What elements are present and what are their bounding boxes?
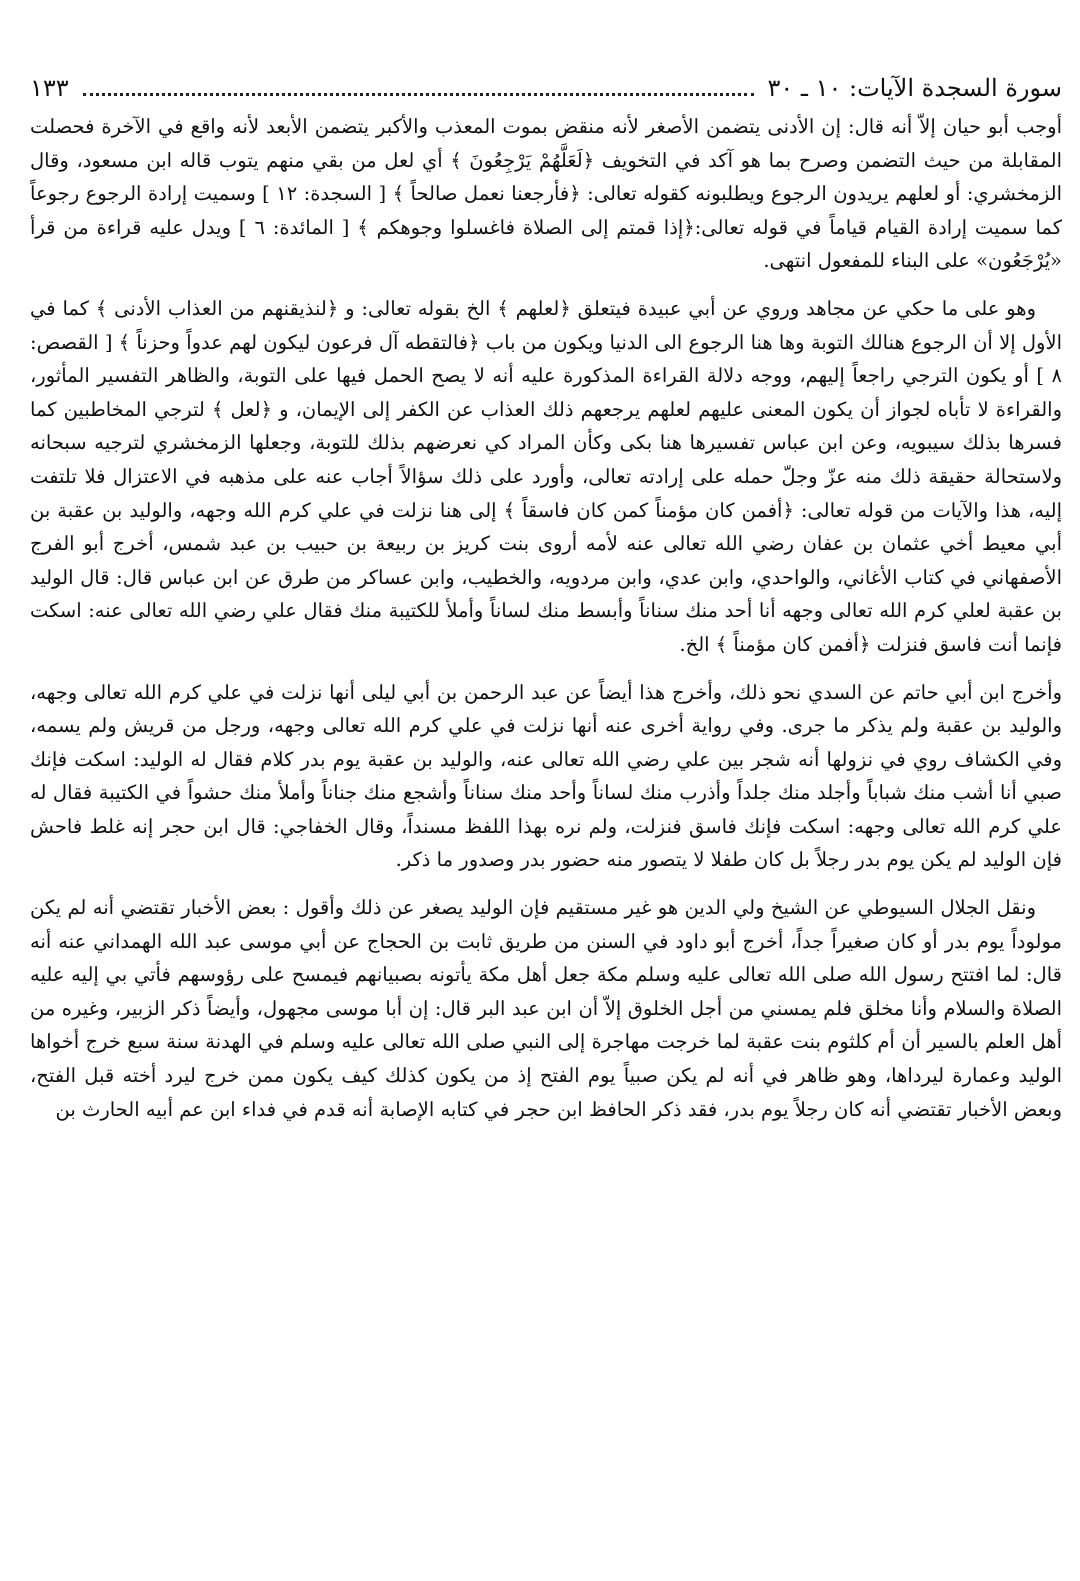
dotted-leader	[83, 92, 754, 96]
paragraph-1: أوجب أبو حيان إلاّ أنه قال: إن الأدنى يتضمن الأصغر لأنه منقض بموت المعذب والأكبر يتضمن الأبعد لأنه واقع في الآخرة فحصلت المقابلة من حيث التضمن وصرح بما هو آكد في التخويف ﴿لَعَلَّهُمْ يَرْجِعُونَ ﴾ أي لعل من بقي منهم يتوب قاله ابن مسعود، وقال الزمخشري: أو لعلهم يريدون الرجوع ويطلبونه كقوله تعالى: ﴿فأرجعنا نعمل صالحاً ﴾ [ السجدة: ١٢ ] وسميت إرادة الرجوع رجوعاً كما سميت إرادة القيام قياماً في قوله تعالى:﴿إذا قمتم إلى الصلاة فاغسلوا وجوهكم ﴾ [ المائدة: ٦ ] ويدل عليه قراءة من قرأ «يُرْجَعُون» على البناء للمفعول انتهى.	[30, 115, 1062, 273]
running-head	[30, 64, 1062, 104]
paragraph-4: ونقل الجلال السيوطي عن الشيخ ولي الدين هو غير مستقيم فإن الوليد يصغر عن ذلك وأقول : بعض الأخبار تقتضي أنه لم يكن مولوداً يوم بدر أو كان صغيراً جداً، أخرج أبو داود في السنن من طريق ثابت بن الحجاج عن أبي موسى عبد الله الهمداني عنه أنه قال: لما افتتح رسول الله صلى الله تعالى عليه وسلم مكة جعل أهل مكة يأتونه بصبيانهم فيمسح على رؤوسهم فأتي بي إليه عليه الصلاة والسلام وأنا مخلق فلم يمسني من أجل الخلوق إلاّ أن ابن عبد البر قال: إن أبا موسى مجهول، وأيضاً ذكر الزبير، وغيره من أهل العلم بالسير أن أم كلثوم بنت عقبة لما خرجت مهاجرة إلى النبي صلى الله تعالى عليه وسلم في الهدنة سنة سبع خرج أخواها الوليد وعمارة ليرداها، وهو ظاهر في أنه لم يكن صبياً يوم الفتح إذ من يكون كذلك كيف يكون ممن خرج ليرد أخته قبل الفتح، وبعض الأخبار تقتضي أنه كان رجلاً يوم بدر، فقد ذكر الحافظ ابن حجر في كتابه الإصابة أنه قدم في فداء ابن عم أبيه الحارث بن	[30, 896, 1062, 1121]
chapter-title: سورة السجدة الآيات: ١٠ ـ ٣٠	[767, 74, 1062, 102]
page-number: ١٣٣	[30, 74, 69, 102]
paragraph-3: وأخرج ابن أبي حاتم عن السدي نحو ذلك، وأخرج هذا أيضاً عن عبد الرحمن بن أبي ليلى أنها نزلت في علي كرم الله تعالى وجهه، والوليد بن عقبة ولم يذكر ما جرى. وفي رواية أخرى عنه أنها نزلت في علي كرم الله تعالى وجهه، ورجل من قريش ولم يسمه، وفي الكشاف روي في نزولها أنه شجر بين علي رضي الله تعالى عنه، والوليد بن عقبة يوم بدر كلام فقال له الوليد: اسكت فإنك صبي أنا أشب منك شباباً وأجلد منك جلداً وأذرب منك لساناً وأحد منك سناناً وأشجع منك جناناً وأملأ منك حشواً في الكتيبة فقال له علي كرم الله تعالى وجهه: اسكت فإنك فاسق فنزلت، ولم نره بهذا اللفظ مسنداً، وقال الخفاجي: قال ابن حجر إنه غلط فاحش فإن الوليد لم يكن يوم بدر رجلاً بل كان طفلا لا يتصور منه حضور بدر وصدور ما ذكر.	[30, 680, 1062, 872]
page-body	[30, 110, 1062, 1138]
paragraph-2: وهو على ما حكي عن مجاهد وروي عن أبي عبيدة فيتعلق ﴿لعلهم ﴾ الخ بقوله تعالى: و ﴿لنذيقنهم من العذاب الأدنى ﴾ كما في الأول إلا أن الرجوع هنالك التوبة وها هنا الرجوع الى الدنيا ويكون من باب ﴿فالتقطه آل فرعون ليكون لهم عدواً وحزناً ﴾ [ القصص: ٨ ] أو يكون الترجي راجعاً إليهم، ووجه دلالة القراءة المذكورة عليه أنه لا يصح الحمل فيها على التوبة، والظاهر التفسير المأثور، والقراءة لا تأباه لجواز أن يكون المعنى عليهم لعلهم يرجعهم ذلك العذاب عن الكفر إلى الإيمان، و ﴿لعل ﴾ لترجي المخاطبين كما فسرها بذلك سيبويه، وعن ابن عباس تفسيرها هنا بكى وكأن المراد كي نعرضهم بذلك للتوبة، وجعلها الزمخشري لترجيه سبحانه ولاستحالة حقيقة ذلك منه عزّ وجلّ حمله على إرادته تعالى، وأورد على ذلك سؤالاً أجاب عنه على مذهبه في الاعتزال فلا تلتفت إليه، هذا والآيات من قوله تعالى: ﴿أفمن كان مؤمناً كمن كان فاسقاً ﴾ إلى هنا نزلت في علي كرم الله وجهه، والوليد بن عقبة بن أبي معيط أخي عثمان بن عفان رضي الله تعالى عنه لأمه أروى بنت كريز بن ربيعة بن حبيب بن عبد شمس، أخرج أبو الفرج الأصفهاني في كتاب الأغاني، والواحدي، وابن عدي، وابن مردويه، والخطيب، وابن عساكر من طرق عن ابن عباس قال: قال الوليد بن عقبة لعلي كرم الله تعالى وجهه أنا أحد منك سناناً وأبسط منك لساناً وأملأ للكتيبة منك فقال علي رضي الله تعالى عنه: اسكت فإنما أنت فاسق فنزلت ﴿أفمن كان مؤمناً ﴾ الخ.	[30, 296, 1062, 656]
